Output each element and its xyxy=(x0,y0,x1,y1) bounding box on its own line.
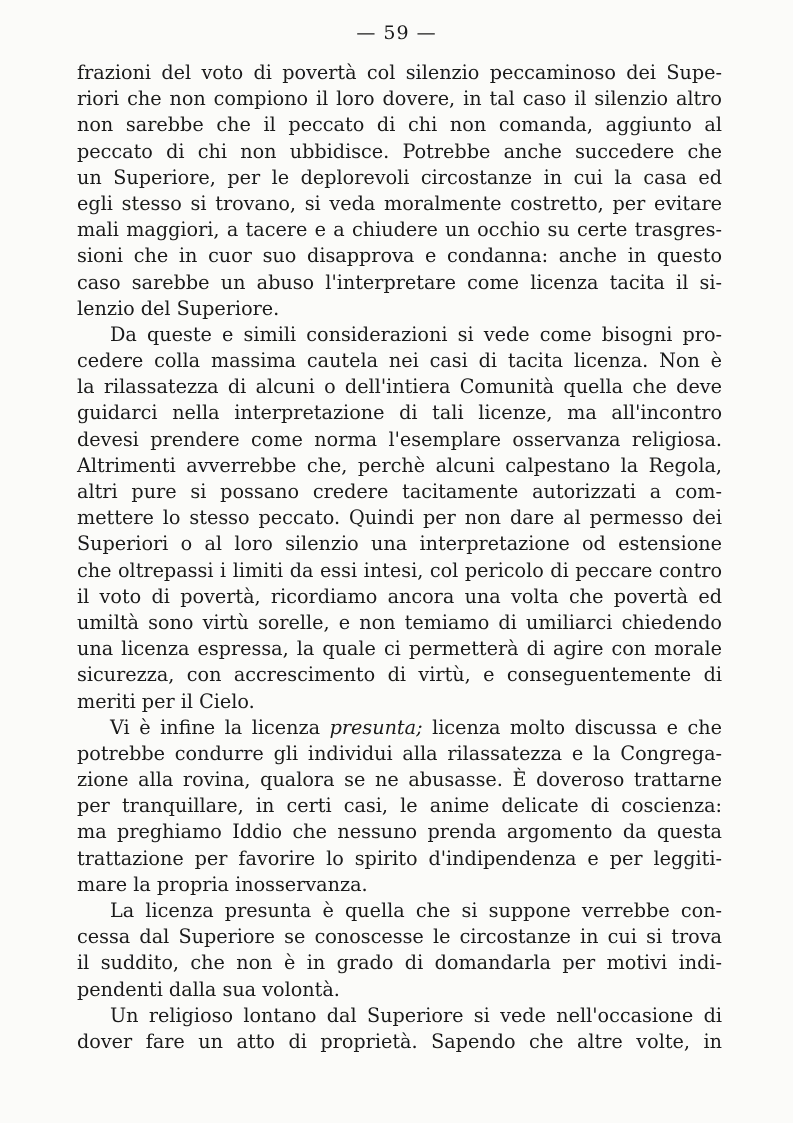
text-line: egli stesso si trovano, si veda moralmente costretto, per evitare xyxy=(77,191,722,215)
text-line: per tranquillare, in certi casi, le anime delicate di coscienza: xyxy=(77,794,722,818)
text-line: che oltrepassi i limiti da essi intesi, col pericolo di peccare contro xyxy=(77,558,722,582)
text-line: non sarebbe che il peccato di chi non comanda, aggiunto al xyxy=(77,113,722,137)
page-number: — 59 — xyxy=(356,22,437,44)
text-line: dover fare un atto di proprietà. Sapendo che altre volte, in xyxy=(77,1029,722,1053)
text-line: sicurezza, con accrescimento di virtù, e conseguentemente di xyxy=(77,663,722,687)
text-line: mali maggiori, a tacere e a chiudere un occhio su certe trasgres- xyxy=(77,218,722,242)
text-line: peccato di chi non ubbidisce. Potrebbe anche succedere che xyxy=(77,139,722,163)
text-line: Superiori o al loro silenzio una interpretazione od estensione xyxy=(77,532,722,556)
text-run: licenza molto discussa e che xyxy=(422,715,722,739)
text-line: il suddito, che non è in grado di domandarla per motivi indi- xyxy=(77,951,722,975)
text-line: La licenza presunta è quella che si suppone verrebbe con- xyxy=(110,899,722,922)
text-line: una licenza espressa, la quale ci permetterà di agire con morale xyxy=(77,637,722,661)
text-line: trattazione per favorire lo spirito d'indipendenza e per leggiti- xyxy=(77,846,722,870)
text-line: zione alla rovina, qualora se ne abusasse. È doveroso trattarne xyxy=(77,768,722,792)
text-line xyxy=(77,715,722,741)
text-line: cessa dal Superiore se conoscesse le circostanze in cui si trova xyxy=(77,925,722,949)
text-line: mare la propria inosservanza. xyxy=(77,872,368,896)
text-line: lenzio del Superiore. xyxy=(77,296,280,320)
text-line: devesi prendere come norma l'esemplare osservanza religiosa. xyxy=(77,427,722,451)
text-line: guidarci nella interpretazione di tali licenze, ma all'incontro xyxy=(77,401,722,425)
text-run: Vi è infine la licenza xyxy=(110,715,330,739)
text-line: la rilassatezza di alcuni o dell'intiera Comunità quella che deve xyxy=(77,375,722,399)
text-line: ma preghiamo Iddio che nessuno prenda argomento da questa xyxy=(77,820,722,844)
text-line: cedere colla massima cautela nei casi di tacita licenza. Non è xyxy=(77,349,722,373)
text-line: sioni che in cuor suo disapprova e condanna: anche in questo xyxy=(77,244,722,268)
text-line: meriti per il Cielo. xyxy=(77,689,255,713)
text-line: umiltà sono virtù sorelle, e non temiamo di umiliarci chiedendo xyxy=(77,610,722,634)
body-text xyxy=(77,60,722,1055)
text-line: pendenti dalla sua volontà. xyxy=(77,977,340,1001)
text-line: potrebbe condurre gli individui alla rilassatezza e la Congrega- xyxy=(77,741,722,765)
italic-term: presunta; xyxy=(329,715,423,739)
text-line: mettere lo stesso peccato. Quindi per non dare al permesso dei xyxy=(77,506,722,530)
text-line: riori che non compiono il loro dovere, in tal caso il silenzio altro xyxy=(77,87,722,111)
text-line: Altrimenti avverrebbe che, perchè alcuni calpestano la Regola, xyxy=(77,453,722,477)
text-line: Un religioso lontano dal Superiore si vede nell'occasione di xyxy=(110,1003,722,1027)
text-line: il voto di povertà, ricordiamo ancora una volta che povertà ed xyxy=(77,584,722,608)
text-line: altri pure si possano credere tacitamente autorizzati a com- xyxy=(77,480,722,503)
text-line: Da queste e simili considerazioni si vede come bisogni pro- xyxy=(110,322,722,346)
text-line: frazioni del voto di povertà col silenzio peccaminoso dei Supe- xyxy=(77,61,722,84)
text-line: caso sarebbe un abuso l'interpretare come licenza tacita il si- xyxy=(77,270,722,294)
text-line: un Superiore, per le deplorevoli circostanze in cui la casa ed xyxy=(77,165,722,189)
